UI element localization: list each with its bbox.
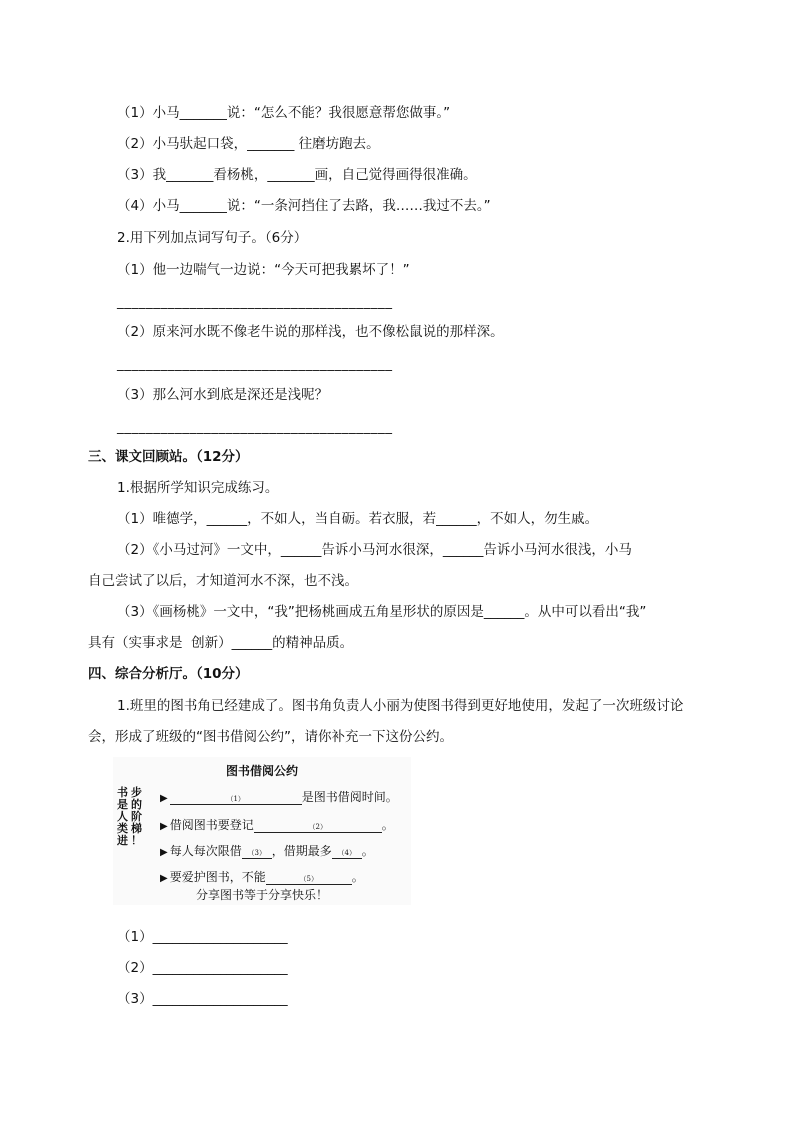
- poster-blank-2: （2）: [254, 822, 382, 833]
- answer-label: （1）: [117, 929, 153, 945]
- fill-item-3: （3）我_______看杨桃，_______画，自己觉得画得很准确。: [117, 167, 477, 183]
- answer-line[interactable]: ____________________: [152, 960, 288, 976]
- poster-blank-5: （5）: [266, 874, 352, 885]
- s3-line-5: 具有（实事求是 创新）______的精神品质。: [88, 635, 354, 651]
- section-4-title: 四、综合分析厅。（10分）: [88, 666, 249, 682]
- poster-row-1: [160, 789, 398, 807]
- answer-label: （2）: [117, 960, 153, 976]
- s3-line-4: （3）《画杨桃》一文中，“我”把杨桃画成五角星形状的原因是______。从中可以看出“我”: [117, 604, 647, 620]
- fill-item-2: （2）小马驮起口袋，_______ 往磨坊跑去。: [117, 136, 380, 152]
- poster-row-4-end: 。: [351, 870, 364, 884]
- s4-answer-2[interactable]: [117, 959, 288, 977]
- poster-footer: 分享图书等于分享快乐！: [195, 888, 328, 902]
- arrow-icon: ▶: [160, 873, 168, 884]
- s4-answer-1[interactable]: [117, 928, 288, 946]
- poster-title: 图书借阅公约: [225, 764, 298, 778]
- poster-blank-4: （4）: [332, 848, 362, 859]
- s3-line-3: 自己尝试了以后，才知道河水不深，也不浅。: [88, 573, 358, 589]
- s4-answer-3[interactable]: [117, 990, 288, 1008]
- poster-blank-3: （3）: [242, 848, 272, 859]
- library-convention-poster: 图书借阅公约 书 是 人 类 进 步 的 阶 梯 ！ ▶ （1） 是图书借阅时间。 ▶ 借阅图书要登记 （2） 。 ▶ 每人每次限借 （3） ，借期最多 （4） 。 ▶ 要爱护图书，不能 （5） 。 分享图书等于分享快乐！: [113, 757, 411, 905]
- q2-item-1: （1）他一边喘气一边说：“今天可把我累坏了！”: [117, 262, 410, 278]
- s3-line-1: （1）唯德学，______，不如人，当自砺。若衣服，若______，不如人，勿生戚。: [117, 511, 599, 527]
- s3-line-2: （2）《小马过河》一文中，______告诉小马河水很深，______告诉小马河水很浅，小马: [117, 542, 632, 558]
- fill-item-1: （1）小马_______说：“怎么不能？我很愿意帮您做事。”: [117, 105, 451, 121]
- q2-item-3: （3）那么河水到底是深还是浅呢？: [117, 387, 329, 403]
- s4-paragraph-line-1: 1.班里的图书角已经建成了。图书角负责人小丽为使图书得到更好地使用，发起了一次班级讨论: [117, 698, 684, 714]
- poster-row-4: [160, 869, 364, 887]
- arrow-icon: ▶: [160, 821, 168, 832]
- answer-line[interactable]: ____________________: [152, 929, 288, 945]
- s3-question-1: 1.根据所学知识完成练习。: [117, 480, 279, 496]
- poster-row-3-mid: ，借期最多: [271, 844, 332, 858]
- poster-blank-1: （1）: [170, 794, 302, 805]
- poster-row-3-text: 每人每次限借: [169, 844, 242, 858]
- poster-row-2-text: 借阅图书要登记: [169, 818, 254, 832]
- poster-row-3-end: 。: [361, 844, 374, 858]
- poster-row-3: [160, 843, 374, 861]
- poster-row-2-end: 。: [381, 818, 394, 832]
- arrow-icon: ▶: [160, 793, 168, 804]
- poster-row-1-text: 是图书借阅时间。: [301, 790, 398, 804]
- q2-item-2: （2）原来河水既不像老牛说的那样浅，也不像松鼠说的那样深。: [117, 324, 504, 340]
- q2-answer-line-2[interactable]: ______________________________________: [117, 356, 393, 372]
- answer-label: （3）: [117, 991, 153, 1007]
- s4-paragraph-line-2: 会，形成了班级的“图书借阅公约”，请你补充一下这份公约。: [88, 729, 453, 745]
- poster-row-4-text: 要爱护图书，不能: [169, 870, 266, 884]
- q2-answer-line-3[interactable]: ______________________________________: [117, 419, 393, 435]
- poster-row-2: [160, 817, 394, 835]
- section-3-title: 三、课文回顾站。（12分）: [88, 449, 249, 465]
- q2-answer-line-1[interactable]: ______________________________________: [117, 294, 393, 310]
- question-2-title: 2.用下列加点词写句子。（6分）: [117, 230, 308, 246]
- answer-line[interactable]: ____________________: [152, 991, 288, 1007]
- arrow-icon: ▶: [160, 847, 168, 858]
- fill-item-4: （4）小马_______说：“一条河挡住了去路，我……我过不去。”: [117, 198, 491, 214]
